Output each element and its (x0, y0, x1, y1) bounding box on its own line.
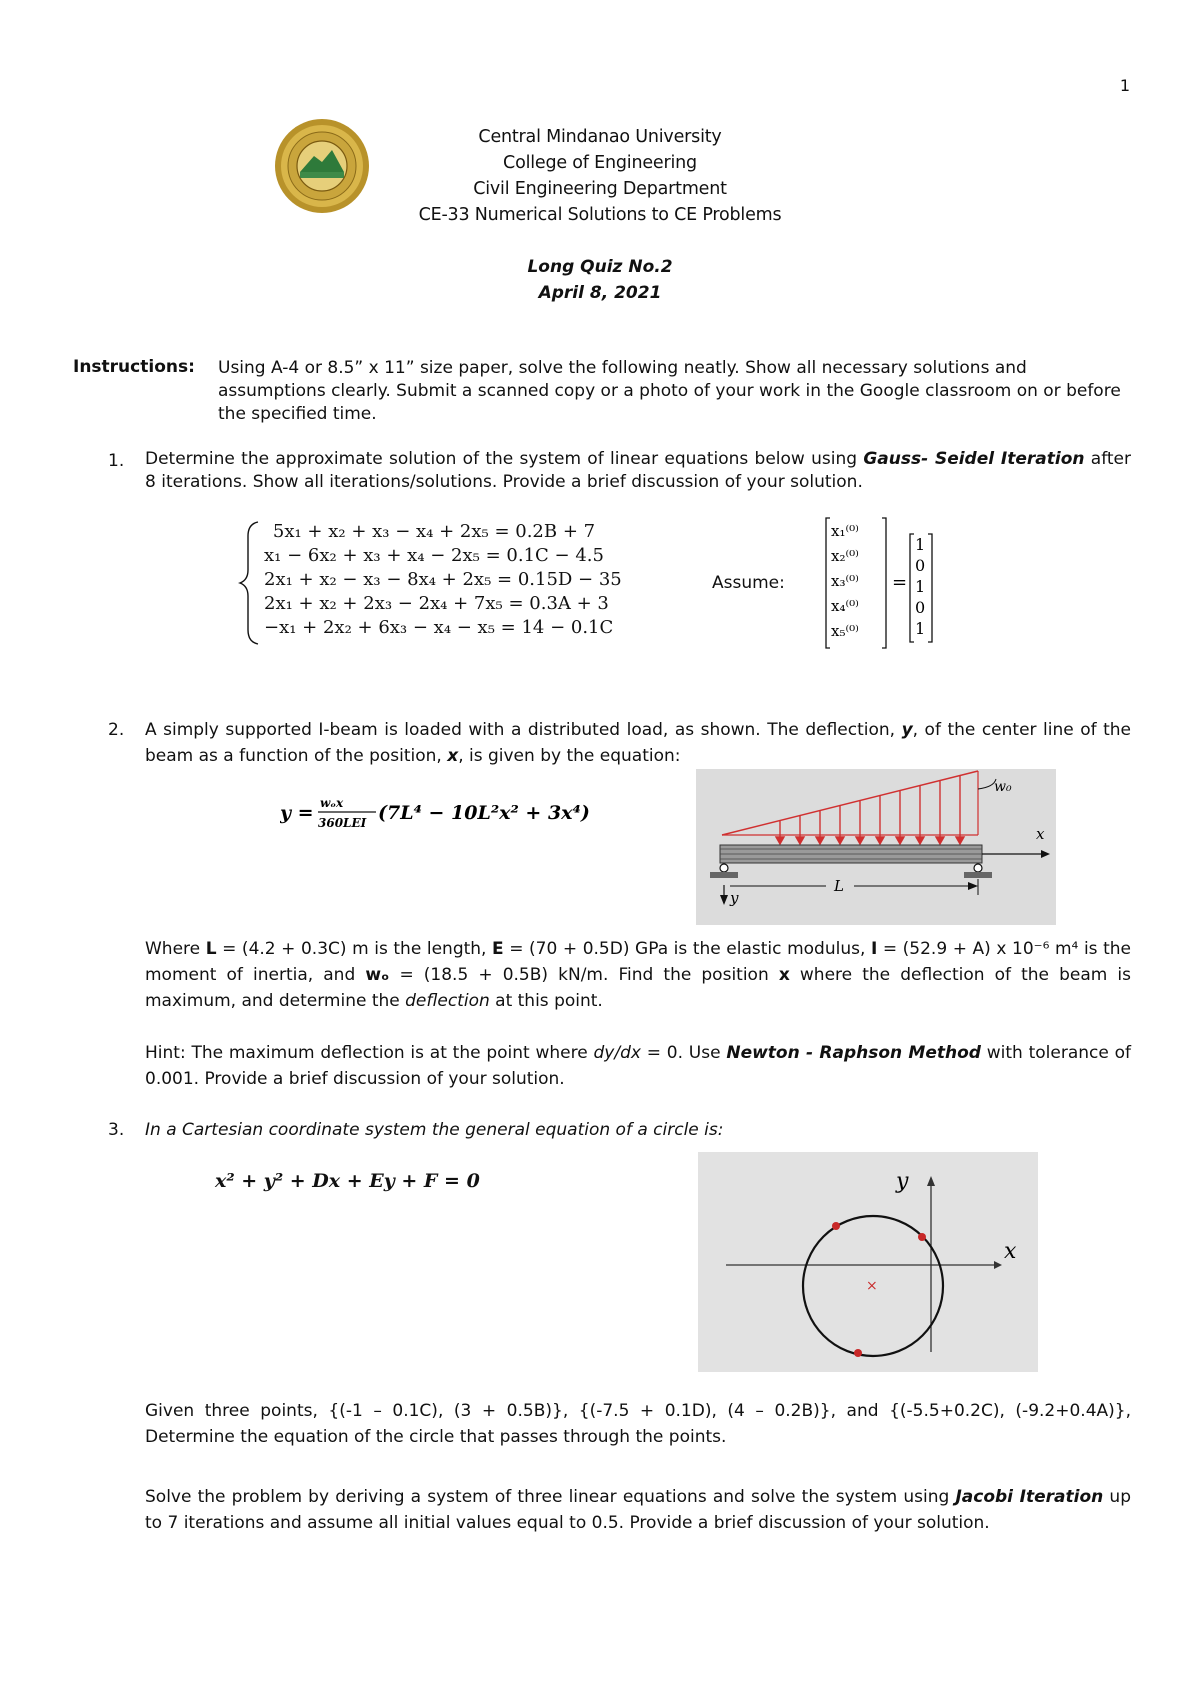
eq-lhs: y = (280, 802, 314, 824)
where-p6: where the deflection of the beam is maximum, and determine the (145, 965, 1132, 1011)
label-x: x (1036, 825, 1045, 843)
symbol-I: I (870, 939, 878, 959)
label-L: L (834, 877, 844, 895)
instructions-text: Using A-4 or 8.5” x 11” size paper, solve the following neatly. Show all necessary solutions and assumptions clearly. Submit a scanned copy or a photo of your work in the Google classroom on or before the specified time. (218, 358, 1121, 424)
instructions-label: Instructions: (73, 357, 195, 377)
university-name: Central Mindanao University (478, 127, 722, 147)
hint-dydx: dy/dx (593, 1043, 641, 1063)
matrix-value: 0 (915, 598, 926, 617)
problem-2-text-c: , is given by the equation: (458, 746, 681, 766)
hint-method: Newton - Raphson Method (726, 1043, 981, 1063)
solve-method: Jacobi Iteration (955, 1487, 1104, 1507)
eq-bracket: (7L⁴ − 10L²x² + 3x⁴) (378, 802, 590, 824)
var-x: x (447, 746, 459, 766)
where-p5: = (18.5 + 0.5B) kN/m. Find the position (389, 965, 779, 985)
equation-row: 5x₁ + x₂ + x₃ − x₄ + 2x₅ = 0.2B + 7 (272, 521, 596, 542)
where-p2: = (4.2 + 0.3C) m is the length, (216, 939, 493, 959)
problem-2-where (145, 936, 1131, 1014)
matrix-value: 1 (915, 535, 926, 554)
symbol-w0: wₒ (365, 965, 390, 985)
deflection-word: deflection (405, 991, 490, 1011)
center-mark-icon: × (866, 1278, 878, 1294)
symbol-x: x (778, 965, 790, 985)
solve-p1: Solve the problem by deriving a system of three linear equations and solve the system using (145, 1487, 956, 1507)
problem-2-text (145, 717, 1131, 769)
college-name: College of Engineering (503, 153, 697, 173)
where-p4: = (52.9 + A) x 10⁻⁶ m⁴ is the moment of inertia, and (145, 939, 1131, 985)
equation-row: 2x₁ + x₂ + 2x₃ − 2x₄ + 7x₅ = 0.3A + 3 (264, 593, 609, 614)
where-p3: = (70 + 0.5D) GPa is the elastic modulus, (503, 939, 871, 959)
matrix-var: x₁⁽⁰⁾ (831, 522, 859, 540)
deflection-equation (280, 790, 620, 836)
matrix-var: x₅⁽⁰⁾ (831, 622, 859, 640)
matrix-var: x₄⁽⁰⁾ (831, 597, 859, 615)
initial-value-matrix (824, 516, 954, 650)
page-number: 1 (1119, 76, 1130, 95)
hint-p2: = 0. Use (640, 1043, 727, 1063)
problem-1-text-a: Determine the approximate solution of the system of linear equations below using (145, 449, 864, 469)
matrix-value: 1 (915, 619, 926, 638)
problem-1-number: 1. (108, 451, 125, 471)
problem-1-text-b: after 8 iterations. Show all iterations/solutions. Provide a brief discussion of your solution. (145, 449, 1131, 492)
matrix-value: 1 (915, 577, 926, 596)
quiz-date: April 8, 2021 (538, 283, 662, 303)
problem-1-method: Gauss- Seidel Iteration (863, 449, 1085, 469)
problem-1-text (145, 448, 1131, 494)
equation-row: x₁ − 6x₂ + x₃ + x₄ − 2x₅ = 0.1C − 4.5 (264, 545, 604, 566)
left-brace-icon (238, 520, 262, 646)
where-p1: Where (145, 939, 206, 959)
solve-p2: up to 7 iterations and assume all initial values equal to 0.5. Provide a brief discussion of your solution. (145, 1487, 1131, 1533)
eq-denominator: 360LEI (318, 816, 367, 830)
equation-row: −x₁ + 2x₂ + 6x₃ − x₄ − x₅ = 14 − 0.1C (264, 617, 614, 638)
linear-system (238, 520, 628, 646)
problem-2-text-a: A simply supported I-beam is loaded with a distributed load, as shown. The deflection, (145, 720, 902, 740)
document-header (0, 124, 1200, 228)
problem-3-number: 3. (108, 1120, 125, 1140)
problem-2-hint (145, 1040, 1131, 1092)
problem-3-solve (145, 1484, 1131, 1536)
matrix-var: x₃⁽⁰⁾ (831, 572, 859, 590)
label-x: x (1004, 1239, 1017, 1264)
quiz-heading (0, 254, 1200, 306)
label-w0: w₀ (994, 779, 1012, 795)
hint-p3: with tolerance of 0.001. Provide a brief discussion of your solution. (145, 1043, 1132, 1089)
problem-2-text-b: , of the center line of the beam as a function of the position, (145, 720, 1131, 766)
equation-row: 2x₁ + x₂ − x₃ − 8x₄ + 2x₅ = 0.15D − 35 (264, 569, 622, 590)
matrix-value: 0 (915, 556, 926, 575)
where-p7: at this point. (489, 991, 603, 1011)
quiz-title: Long Quiz No.2 (527, 257, 673, 277)
beam-diagram (696, 769, 1056, 925)
circle-figure (698, 1152, 1038, 1372)
beam-figure (696, 769, 1056, 925)
symbol-E: E (492, 939, 504, 959)
circle-diagram (698, 1152, 1038, 1372)
hint-p1: Hint: The maximum deflection is at the point where (145, 1043, 594, 1063)
department-name: Civil Engineering Department (473, 179, 727, 199)
problem-3-given: Given three points, {(-1 – 0.1C), (3 + 0.5B)}, {(-7.5 + 0.1D), (4 – 0.2B)}, and {(-5.5+0.2C), (-9.2+0.4A)}, Determine the equation of the circle that passes through the points. (145, 1401, 1131, 1447)
equals-sign: = (892, 572, 908, 593)
label-y: y (730, 889, 739, 907)
course-name: CE-33 Numerical Solutions to CE Problems (418, 205, 782, 225)
assume-label: Assume: (712, 573, 785, 593)
problem-3-intro: In a Cartesian coordinate system the general equation of a circle is: (145, 1120, 724, 1140)
eq-numerator: wₒx (320, 796, 344, 810)
var-y: y (901, 720, 913, 740)
circle-equation: x² + y² + Dx + Ey + F = 0 (215, 1170, 480, 1192)
matrix-var: x₂⁽⁰⁾ (831, 547, 859, 565)
symbol-L: L (205, 939, 217, 959)
problem-2-number: 2. (108, 720, 125, 740)
label-y: y (896, 1169, 909, 1194)
